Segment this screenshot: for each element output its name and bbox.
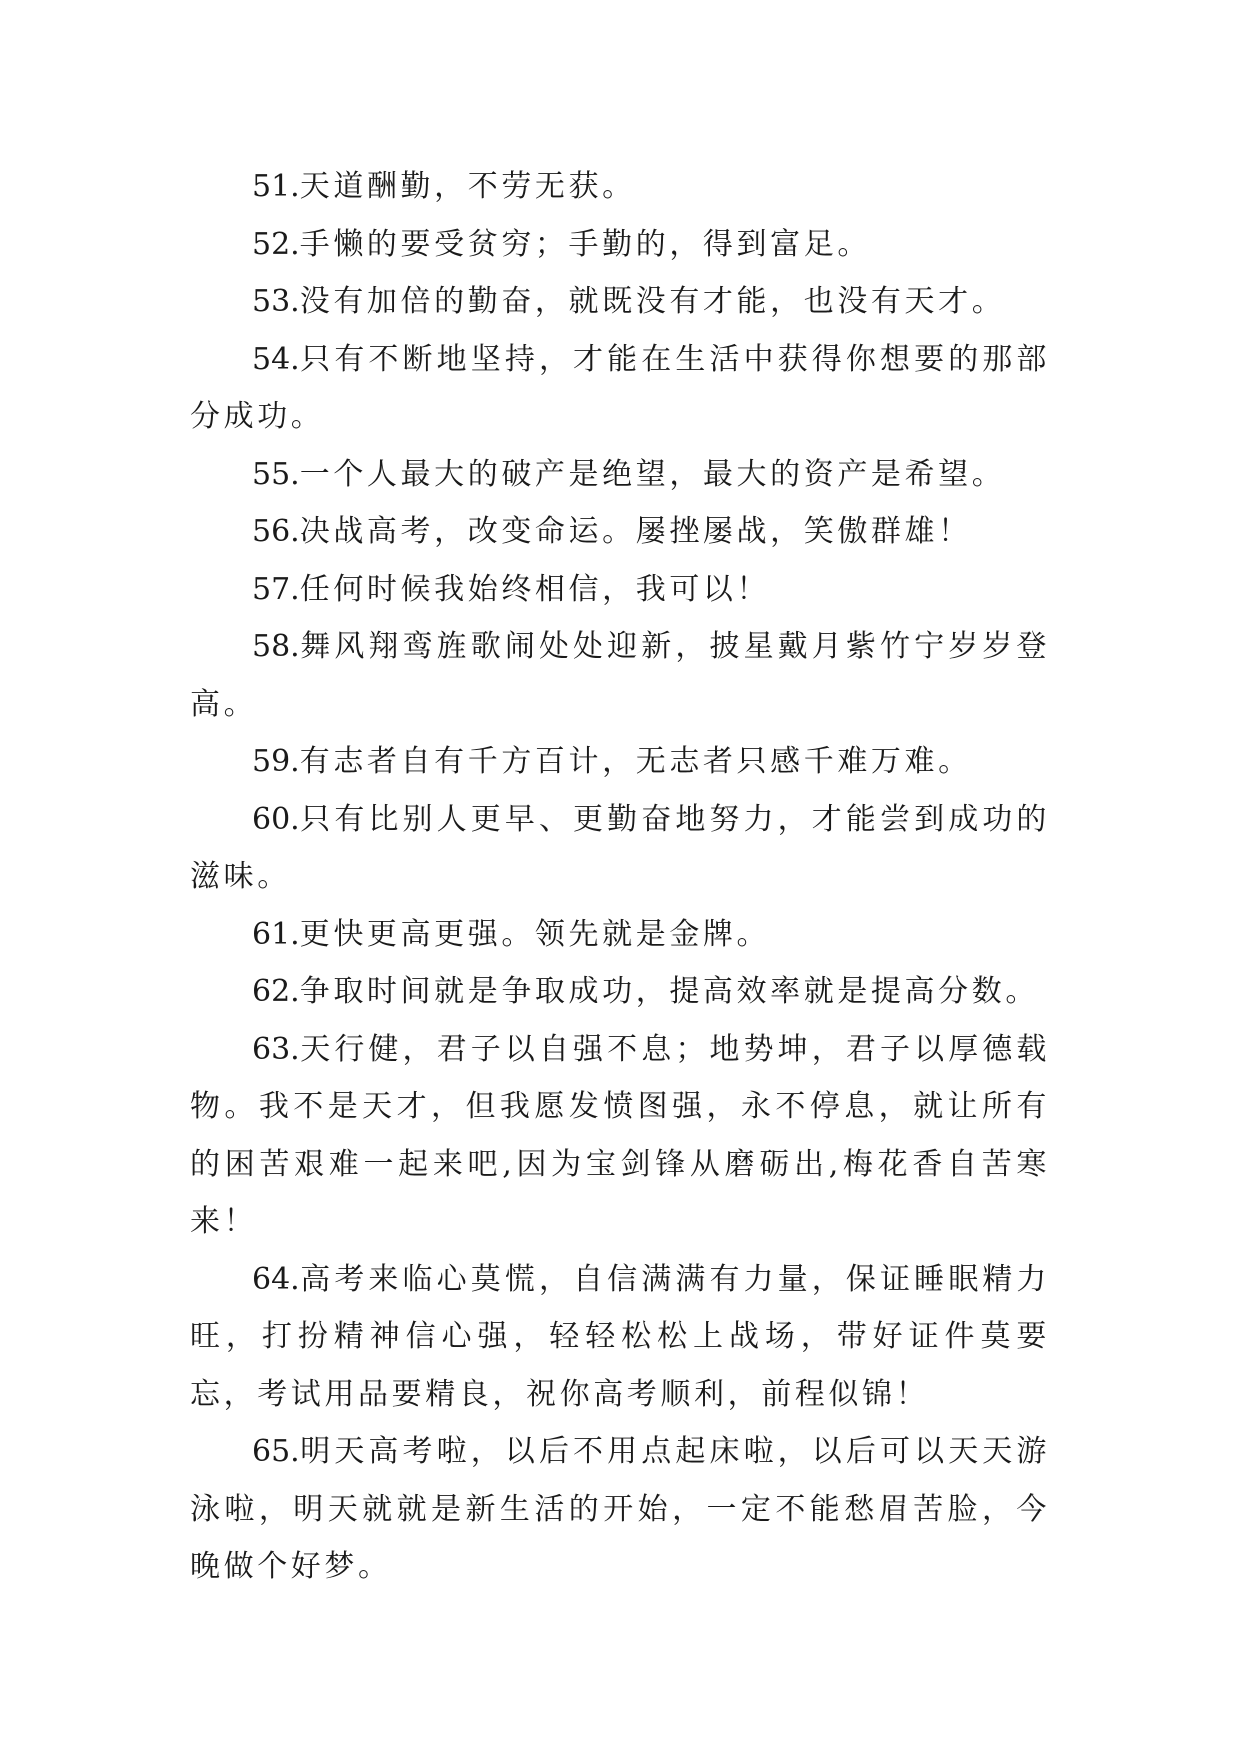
list-item [190, 503, 1050, 561]
list-item [190, 273, 1050, 331]
item-number: 58. [252, 629, 300, 664]
item-text: 舞风翔鸾旌歌闹处处迎新，披星戴月紫竹宁岁岁登高。 [190, 629, 1050, 722]
item-text: 没有加倍的勤奋，就既没有才能，也没有天才。 [299, 284, 1006, 319]
item-text: 天行健，君子以自强不息；地势坤，君子以厚德载物。我不是天才，但我愿发愤图强，永不停息，就让所有的困苦艰难一起来吧,因为宝剑锋从磨砺出,梅花香自苦寒来！ [190, 1031, 1050, 1239]
list-item [190, 1423, 1050, 1596]
list-item [190, 618, 1050, 733]
list-item [190, 1021, 1050, 1251]
list-item [190, 963, 1050, 1021]
item-number: 52. [252, 226, 300, 262]
list-item [190, 1251, 1050, 1424]
list-item [190, 331, 1050, 446]
item-text: 天道酬勤，不劳无获。 [299, 169, 636, 204]
item-number: 65. [252, 1434, 300, 1469]
item-number: 57. [252, 571, 300, 607]
item-number: 60. [252, 801, 300, 837]
item-number: 56. [252, 514, 300, 549]
list-item [190, 791, 1050, 906]
list-item [190, 561, 1050, 619]
item-number: 59. [252, 744, 300, 779]
list-item [190, 733, 1050, 791]
list-item [190, 906, 1050, 964]
item-number: 51. [252, 169, 300, 204]
item-number: 63. [252, 1031, 300, 1067]
list-item [190, 216, 1050, 274]
item-text: 争取时间就是争取成功，提高效率就是提高分数。 [299, 974, 1039, 1009]
item-number: 53. [252, 284, 300, 319]
item-number: 54. [252, 341, 300, 377]
item-text: 有志者自有千方百计，无志者只感千难万难。 [299, 744, 972, 779]
item-text: 高考来临心莫慌，自信满满有力量，保证睡眠精力旺，打扮精神信心强，轻轻松松上战场，带好证件莫要忘，考试用品要精良，祝你高考顺利，前程似锦！ [190, 1261, 1050, 1412]
list-item [190, 446, 1050, 504]
item-number: 61. [252, 916, 300, 952]
item-text: 一个人最大的破产是绝望，最大的资产是希望。 [299, 456, 1006, 492]
item-text: 决战高考，改变命运。屡挫屡战，笑傲群雄！ [299, 514, 972, 549]
item-text: 更快更高更强。领先就是金牌。 [299, 916, 771, 952]
list-item [190, 158, 1050, 216]
document-body [190, 158, 1050, 1596]
item-number: 62. [252, 974, 300, 1009]
item-text: 任何时候我始终相信，我可以！ [299, 571, 771, 607]
item-text: 只有比别人更早、更勤奋地努力，才能尝到成功的滋味。 [190, 801, 1050, 894]
item-number: 64. [252, 1261, 300, 1297]
item-number: 55. [252, 456, 300, 492]
item-text: 明天高考啦，以后不用点起床啦，以后可以天天游泳啦，明天就就是新生活的开始，一定不能愁眉苦脸，今晚做个好梦。 [190, 1434, 1050, 1584]
item-text: 手懒的要受贫穷；手勤的，得到富足。 [299, 226, 871, 262]
item-text: 只有不断地坚持，才能在生活中获得你想要的那部分成功。 [190, 341, 1050, 434]
